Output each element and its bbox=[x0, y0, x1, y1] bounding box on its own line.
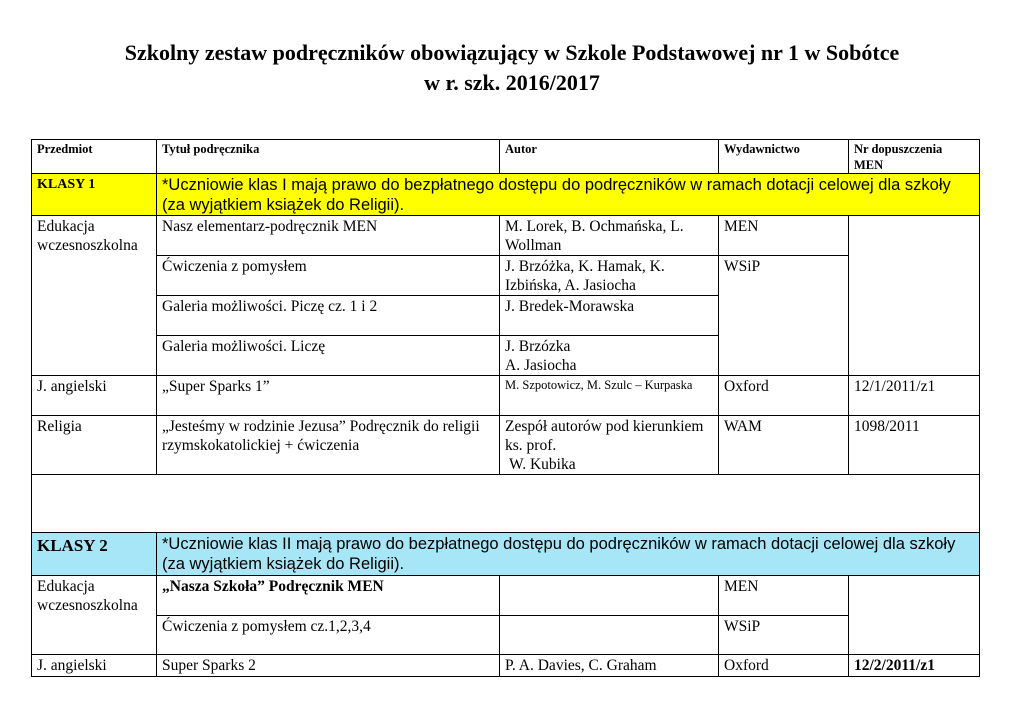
header-publisher: Wydawnictwo bbox=[719, 140, 849, 174]
book-cell: Ćwiczenia z pomysłem bbox=[157, 256, 500, 296]
author-line: A. Jasiocha bbox=[505, 357, 577, 374]
klasy-1-row bbox=[32, 174, 980, 216]
subject-cell: J. angielski bbox=[32, 655, 157, 677]
publisher-cell: WAM bbox=[719, 416, 849, 475]
subject-cell: Edukacja wczesnoszkolna bbox=[32, 576, 157, 655]
book-cell: Galeria możliwości. Liczę bbox=[157, 336, 500, 376]
book-cell: Nasz elementarz-podręcznik MEN bbox=[157, 216, 500, 256]
table-row bbox=[32, 655, 980, 677]
document-title: Szkolny zestaw podręczników obowiązujący w Szkole Podstawowej nr 1 w Sobótce bbox=[124, 40, 900, 65]
empty-row bbox=[32, 475, 980, 533]
approval-cell bbox=[849, 576, 980, 655]
approval-cell: 12/2/2011/z1 bbox=[849, 655, 980, 677]
author-line: J. Brzózka bbox=[505, 338, 571, 355]
book-cell: „Jesteśmy w rodzinie Jezusa” Podręcznik do religii rzymskokatolickiej + ćwiczenia bbox=[157, 416, 500, 475]
author-cell: J. Bredek-Morawska bbox=[500, 296, 719, 336]
header-approval-number: Nr dopuszczenia MEN bbox=[849, 140, 980, 174]
approval-cell: 1098/2011 bbox=[849, 416, 980, 475]
header-subject: Przedmiot bbox=[32, 140, 157, 174]
table-row bbox=[32, 256, 980, 296]
table-row bbox=[32, 216, 980, 256]
publisher-cell: WSiP bbox=[719, 616, 849, 655]
subject-cell: J. angielski bbox=[32, 376, 157, 416]
table-row bbox=[32, 576, 980, 616]
klasy-2-row bbox=[32, 533, 980, 576]
author-cell: P. A. Davies, C. Graham bbox=[500, 655, 719, 677]
author-cell: M. Szpotowicz, M. Szulc – Kurpaska bbox=[500, 376, 719, 416]
author-cell bbox=[500, 416, 719, 475]
book-cell: Galeria możliwości. Piczę cz. 1 i 2 bbox=[157, 296, 500, 336]
publisher-cell: MEN bbox=[719, 216, 849, 256]
header-book-title: Tytuł podręcznika bbox=[157, 140, 500, 174]
textbook-table bbox=[31, 139, 980, 677]
publisher-cell: WSiP bbox=[719, 256, 849, 376]
table-header-row bbox=[32, 140, 980, 174]
klasy-1-note: *Uczniowie klas I mają prawo do bezpłatnego dostępu do podręczników w ramach dotacji celowej dla szkoły (za wyjątkiem książek do Religii). bbox=[157, 174, 980, 216]
book-cell: Ćwiczenia z pomysłem cz.1,2,3,4 bbox=[157, 616, 500, 655]
publisher-cell: Oxford bbox=[719, 655, 849, 677]
approval-cell bbox=[849, 216, 980, 376]
klasy-1-label: KLASY 1 bbox=[32, 174, 157, 216]
author-cell: M. Lorek, B. Ochmańska, L. Wollman bbox=[500, 216, 719, 256]
author-line: W. Kubika bbox=[509, 456, 576, 473]
table-row bbox=[32, 416, 980, 475]
subject-cell: Religia bbox=[32, 416, 157, 475]
publisher-cell: MEN bbox=[719, 576, 849, 616]
book-cell: Super Sparks 2 bbox=[157, 655, 500, 677]
header-author: Autor bbox=[500, 140, 719, 174]
author-cell: J. Brzóżka, K. Hamak, K. Izbińska, A. Jasiocha bbox=[500, 256, 719, 296]
author-line: Zespół autorów pod kierunkiem ks. prof. bbox=[505, 418, 704, 454]
klasy-2-label: KLASY 2 bbox=[32, 533, 157, 576]
author-cell bbox=[500, 616, 719, 655]
table-row bbox=[32, 376, 980, 416]
subject-cell: Edukacja wczesnoszkolna bbox=[32, 216, 157, 376]
publisher-cell: Oxford bbox=[719, 376, 849, 416]
document-subtitle: w r. szk. 2016/2017 bbox=[424, 70, 600, 95]
author-cell bbox=[500, 576, 719, 616]
author-cell bbox=[500, 336, 719, 376]
table-row bbox=[32, 616, 980, 655]
book-cell: „Super Sparks 1” bbox=[157, 376, 500, 416]
klasy-2-note: *Uczniowie klas II mają prawo do bezpłatnego dostępu do podręczników w ramach dotacji celowej dla szkoły (za wyjątkiem książek do Religii). bbox=[157, 533, 980, 576]
approval-cell: 12/1/2011/z1 bbox=[849, 376, 980, 416]
book-cell: „Nasza Szkoła” Podręcznik MEN bbox=[157, 576, 500, 616]
